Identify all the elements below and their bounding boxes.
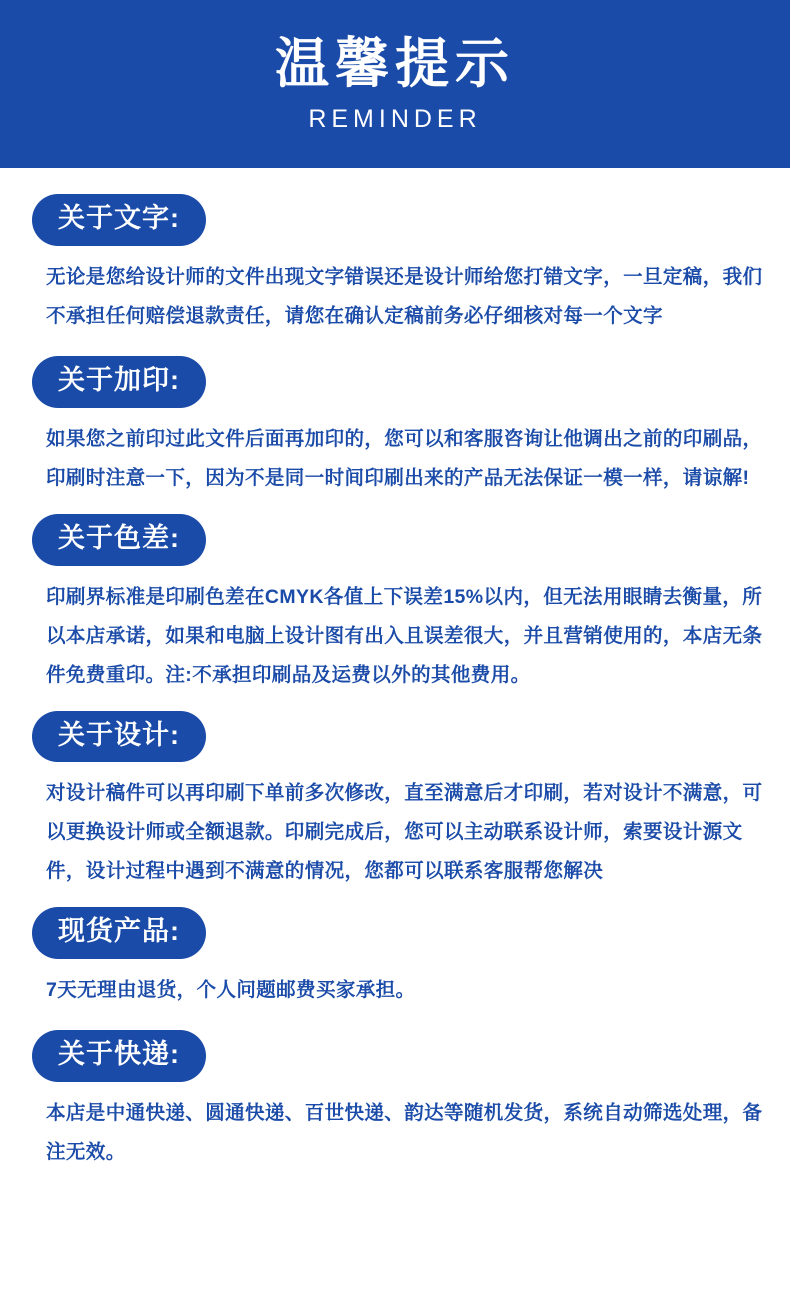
section-body-text: 7天无理由退货，个人问题邮费买家承担。 [46, 979, 416, 1002]
heading-row [0, 194, 790, 246]
section-stock-products [0, 907, 790, 1024]
heading-row [0, 356, 790, 408]
header-banner [0, 0, 790, 168]
page-title: 温馨提示 [275, 34, 515, 95]
heading-row [0, 711, 790, 763]
heading-row [0, 1030, 790, 1082]
section-body-text: 如果您之前印过此文件后面再加印的，您可以和客服咨询让他调出之前的印刷品，印刷时注意一下，因为不是同一时间印刷出来的产品无法保证一模一样，请谅解! [46, 427, 763, 489]
section-heading-badge: 关于文字: [32, 194, 206, 246]
page-subtitle: REMINDER [308, 104, 482, 133]
section-heading-badge: 现货产品: [32, 907, 206, 959]
section-heading-badge: 关于色差: [32, 514, 206, 566]
heading-row [0, 514, 790, 566]
section-heading-badge: 关于加印: [32, 356, 206, 408]
section-body-text: 无论是您给设计师的文件出现文字错误还是设计师给您打错文字，一旦定稿，我们不承担任何赔偿退款责任，请您在确认定稿前务必仔细核对每一个文字 [46, 265, 763, 327]
heading-row [0, 907, 790, 959]
section-express [0, 1030, 790, 1178]
section-color-difference [0, 514, 790, 705]
section-heading-badge: 关于设计: [32, 711, 206, 763]
section-heading-badge: 关于快递: [32, 1030, 206, 1082]
section-body-text: 对设计稿件可以再印刷下单前多次修改，直至满意后才印刷，若对设计不满意，可以更换设计师或全额退款。印刷完成后，您可以主动联系设计师，索要设计源文件，设计过程中遇到不满意的情况，您都可以联系客服帮您解决 [46, 782, 763, 883]
section-body-text: 印刷界标准是印刷色差在CMYK各值上下误差15%以内，但无法用眼睛去衡量，所以本店承诺，如果和电脑上设计图有出入且误差很大，并且营销使用的，本店无条件免费重印。注:不承担印刷品及运费以外的其他费用。 [46, 585, 763, 686]
section-design [0, 711, 790, 902]
section-reprint [0, 356, 790, 508]
section-about-text [0, 194, 790, 350]
section-body-text: 本店是中通快递、圆通快递、百世快递、韵达等随机发货，系统自动筛选处理，备注无效。 [46, 1102, 763, 1164]
content-body [0, 168, 790, 1178]
